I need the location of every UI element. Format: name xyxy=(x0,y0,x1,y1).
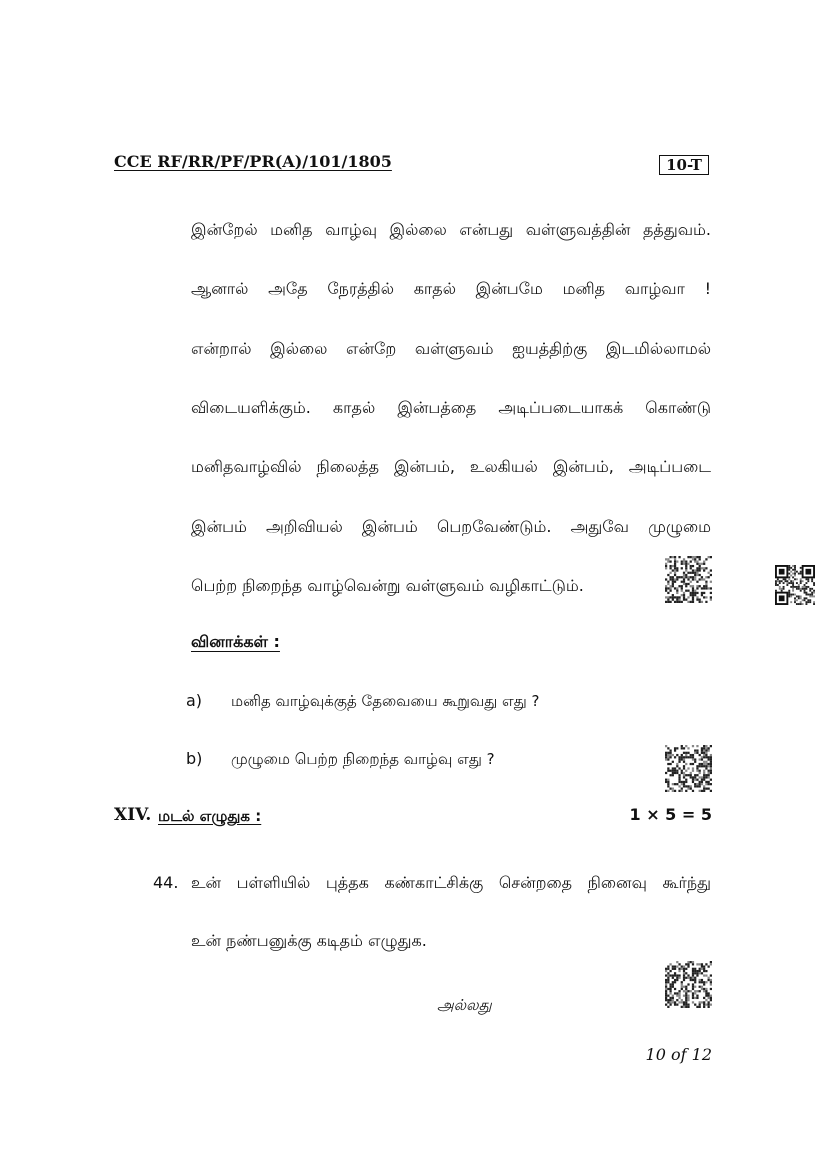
question-text: முழுமை பெற்ற நிறைந்த வாழ்வு எது ? xyxy=(231,750,495,768)
or-separator: அல்லது xyxy=(437,996,492,1014)
item-line: உன் நண்பனுக்கு கடிதம் எழுதுக. xyxy=(191,931,427,950)
passage-line: மனிதவாழ்வில் நிலைத்த இன்பம், உலகியல் இன்பம், அடிப்படை xyxy=(191,457,711,476)
qr-code-icon xyxy=(665,961,712,1008)
item-line: உன் பள்ளியில் புத்தக கண்காட்சிக்கு சென்றதை நினைவு கூர்ந்து xyxy=(191,873,711,892)
section-title: மடல் எழுதுக : xyxy=(158,807,262,825)
header-code: CCE RF/RR/PF/PR(A)/101/1805 xyxy=(114,152,392,171)
item-number: 44. xyxy=(153,873,179,892)
section-number: XIV. xyxy=(114,805,152,825)
passage-line: இன்றேல் மனித வாழ்வு இல்லை என்பது வள்ளுவத்தின் தத்துவம். xyxy=(191,220,711,239)
passage-line: விடையளிக்கும். காதல் இன்பத்தை அடிப்படையாகக் கொண்டு xyxy=(191,398,711,417)
passage-line: இன்பம் அறிவியல் இன்பம் பெறவேண்டும். அதுவே முழுமை xyxy=(191,517,711,536)
passage-line: பெற்ற நிறைந்த வாழ்வென்று வள்ளுவம் வழிகாட்டும். xyxy=(191,576,584,595)
qr-code-icon xyxy=(665,556,712,603)
question-letter: b) xyxy=(186,749,203,768)
passage-line: என்றால் இல்லை என்றே வள்ளுவம் ஐயத்திற்கு இடமில்லாமல் xyxy=(191,339,711,358)
passage-line: ஆனால் அதே நேரத்தில் காதல் இன்பமே மனித வாழ்வா ! xyxy=(191,279,711,298)
question-letter: a) xyxy=(186,691,203,710)
page-number: 10 of 12 xyxy=(645,1045,712,1064)
section-marks: 1 × 5 = 5 xyxy=(629,805,712,824)
question-text: மனித வாழ்வுக்குத் தேவையை கூறுவது எது ? xyxy=(231,692,540,710)
questions-heading: வினாக்கள் : xyxy=(191,632,280,651)
paper-id-box: 10-T xyxy=(659,155,709,175)
qr-code-icon xyxy=(775,565,815,605)
qr-code-icon xyxy=(665,745,712,792)
